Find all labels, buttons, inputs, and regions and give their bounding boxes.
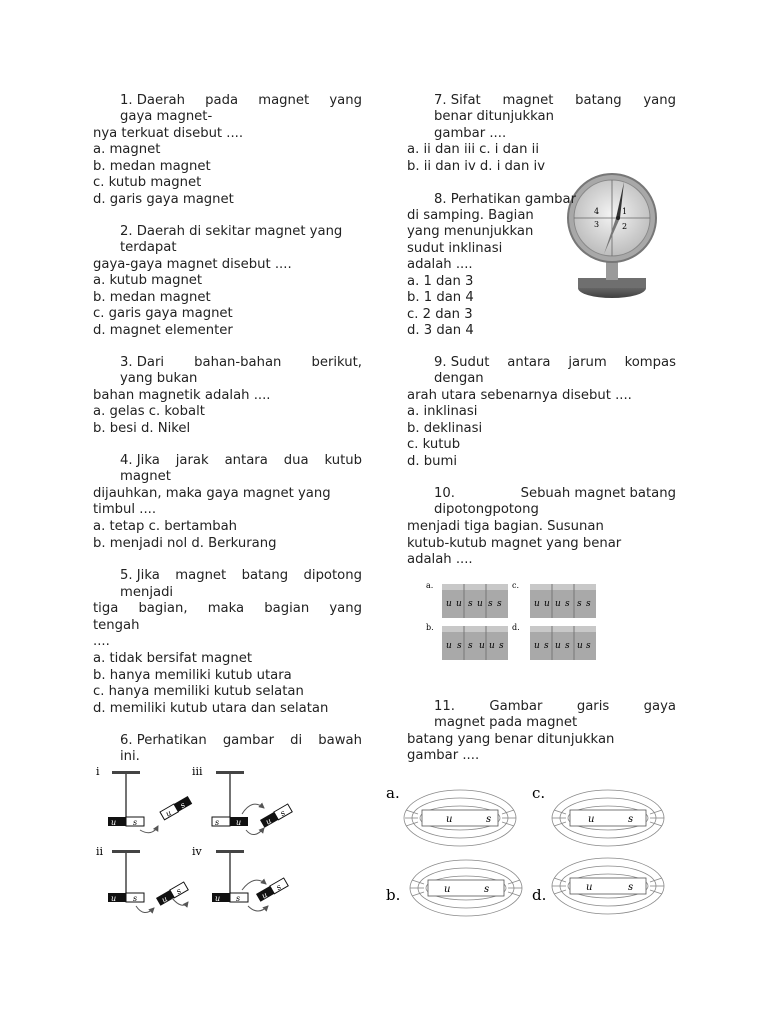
fig11-d-pole-u: u: [586, 882, 593, 893]
q8-label-1: 1: [622, 207, 628, 216]
fig6-iii-moving-magnet: [260, 804, 293, 829]
fig11-option-c-diagram: [552, 790, 664, 846]
q1-option-d: d. garis gaya magnet: [93, 192, 234, 207]
svg-text:u: u: [159, 894, 169, 905]
q9-line2: dengan: [434, 371, 484, 386]
q4-option-ac: a. tetap c. bertambah: [93, 519, 238, 534]
svg-text:s: s: [565, 599, 570, 609]
fig11-d-pole-s: s: [628, 882, 634, 893]
svg-text:u: u: [263, 816, 273, 827]
q1-option-b: b. medan magnet: [93, 159, 211, 174]
fig11-option-d-diagram: [552, 858, 664, 914]
q8-option-b: b. 1 dan 4: [407, 290, 474, 305]
q8-option-c: c. 2 dan 3: [407, 307, 473, 322]
fig6-i-arrow: [140, 826, 158, 833]
svg-text:u: u: [446, 641, 452, 651]
svg-text:u: u: [555, 641, 561, 651]
fig6-ii-moving-magnet: [156, 882, 189, 907]
svg-text:s: s: [274, 882, 283, 893]
fig6-label-ii: ii: [96, 845, 104, 858]
fig11-option-a-diagram: [404, 790, 516, 846]
fig10-option-b-bar: [442, 626, 508, 660]
svg-text:u: u: [555, 599, 561, 609]
fig10-label-a: a.: [426, 581, 434, 590]
q8-option-d: d. 3 dan 4: [407, 323, 474, 338]
q3-line2: yang bukan: [120, 371, 198, 386]
q5-option-a: a. tidak bersifat magnet: [93, 651, 253, 666]
q5-line2: menjadi: [120, 585, 174, 600]
svg-text:s: s: [133, 894, 138, 903]
q5-line4: tengah: [93, 618, 140, 633]
q1-option-a: a. magnet: [93, 142, 161, 157]
q5-option-d: d. memiliki kutub utara dan selatan: [93, 701, 329, 716]
fig10-option-d-bar: [530, 626, 596, 660]
fig11-a-pole-s: s: [486, 814, 492, 825]
q8-line2: di samping. Bagian: [407, 208, 534, 223]
q7-option-ac: a. ii dan iii c. i dan ii: [407, 142, 539, 157]
q3-option-bd: b. besi d. Nikel: [93, 421, 191, 436]
svg-text:s: s: [497, 599, 502, 609]
svg-text:s: s: [174, 886, 183, 897]
q8-option-a: a. 1 dan 3: [407, 274, 474, 289]
fig6-iii-hanging-magnet: [212, 817, 248, 827]
fig11-c-pole-u: u: [588, 814, 595, 825]
fig11-label-a: a.: [386, 784, 400, 802]
q8-line4: sudut inklinasi: [407, 241, 503, 256]
q9-option-d: d. bumi: [407, 454, 457, 469]
fig6-iii-arrow-bottom: [246, 828, 264, 835]
svg-text:u: u: [111, 894, 117, 903]
fig6-iv-arrow-bottom: [248, 906, 268, 911]
q3-line1: 3. Dari bahan-bahan berikut,: [120, 355, 362, 370]
svg-text:s: s: [565, 641, 570, 651]
fig11-label-c: c.: [532, 784, 546, 802]
q5-option-c: c. hanya memiliki kutub selatan: [93, 684, 304, 699]
q8-line1: 8. Perhatikan gambar: [434, 192, 577, 207]
fig11-c-pole-s: s: [628, 814, 634, 825]
q4-line1: 4. Jika jarak antara dua kutub: [120, 453, 362, 468]
fig6-i-moving-magnet: [160, 796, 193, 821]
q2-option-d: d. magnet elementer: [93, 323, 233, 338]
q7-line1: 7. Sifat magnet batang yang: [434, 93, 676, 108]
q7-line3: gambar ....: [434, 126, 507, 141]
q10-line2: dipotongpotong: [434, 502, 539, 517]
fig6-iii-support: [216, 771, 244, 774]
svg-text:s: s: [278, 808, 287, 819]
q1-line2: gaya magnet-: [120, 109, 213, 124]
fig6-iv-moving-magnet: [256, 878, 289, 903]
fig6-label-iv: iv: [192, 845, 202, 858]
svg-text:s: s: [215, 818, 220, 827]
fig10-label-b: b.: [426, 623, 434, 632]
q10-line3: menjadi tiga bagian. Susunan: [407, 519, 604, 534]
fig10-option-c-bar: [530, 584, 596, 618]
q2-line3: gaya-gaya magnet disebut ....: [93, 257, 292, 272]
q6-magnet-figure: [92, 762, 312, 922]
svg-text:s: s: [178, 800, 187, 811]
fig10-label-d: d.: [512, 623, 520, 632]
fig6-iv-hanging-magnet: [212, 893, 248, 903]
q11-field-lines-figure: [380, 780, 680, 920]
q7-line2: benar ditunjukkan: [434, 109, 554, 124]
q4-line2: magnet: [120, 469, 171, 484]
fig6-ii-support: [112, 850, 140, 853]
fig11-label-d: d.: [532, 886, 547, 904]
q11-line2: magnet pada magnet: [434, 715, 578, 730]
fig11-b-pole-u: u: [444, 884, 451, 895]
q8-line3: yang menunjukkan: [407, 224, 534, 239]
q11-line3: batang yang benar ditunjukkan: [407, 732, 615, 747]
q2-option-a: a. kutub magnet: [93, 273, 203, 288]
fig11-label-b: b.: [386, 886, 401, 904]
q10-line5: adalah ....: [407, 552, 473, 567]
q6-line2: ini.: [120, 749, 140, 764]
q9-option-a: a. inklinasi: [407, 404, 478, 419]
q4-option-bd: b. menjadi nol d. Berkurang: [93, 536, 277, 551]
fig11-option-b-diagram: [410, 860, 522, 916]
fig6-i-hanging-magnet: [108, 817, 144, 827]
svg-text:s: s: [468, 599, 473, 609]
q8-line5: adalah ....: [407, 257, 473, 272]
svg-text:u: u: [259, 890, 269, 901]
svg-text:s: s: [468, 641, 473, 651]
q8-label-2: 2: [622, 222, 628, 231]
svg-text:u: u: [215, 894, 221, 903]
fig6-iv-support: [216, 850, 244, 853]
q2-option-c: c. garis gaya magnet: [93, 306, 233, 321]
q8-label-4: 4: [594, 207, 600, 216]
svg-text:s: s: [488, 599, 493, 609]
q3-option-ac: a. gelas c. kobalt: [93, 404, 205, 419]
svg-text:s: s: [544, 641, 549, 651]
svg-text:s: s: [236, 894, 241, 903]
fig10-label-c: c.: [512, 581, 520, 590]
svg-text:s: s: [586, 599, 591, 609]
fig10-option-a-bar: [442, 584, 508, 618]
svg-text:s: s: [577, 599, 582, 609]
q6-line1: 6. Perhatikan gambar di bawah: [120, 733, 362, 748]
q10-bar-pieces-figure: [424, 576, 604, 664]
q1-line3: nya terkuat disebut ....: [93, 126, 244, 141]
q4-line3: dijauhkan, maka gaya magnet yang: [93, 486, 331, 501]
svg-text:u: u: [163, 808, 173, 819]
fig6-label-iii: iii: [192, 765, 203, 778]
q5-option-b: b. hanya memiliki kutub utara: [93, 668, 292, 683]
q3-line3: bahan magnetik adalah ....: [93, 388, 271, 403]
q9-option-b: b. deklinasi: [407, 421, 483, 436]
q1-line1: 1. Daerah pada magnet yang: [120, 93, 362, 108]
fig6-ii-hanging-magnet: [108, 893, 144, 903]
svg-text:u: u: [544, 599, 550, 609]
q9-option-c: c. kutub: [407, 437, 461, 452]
q5-line5: ....: [93, 634, 110, 649]
q8-needle-pivot: [616, 216, 620, 220]
q4-line4: timbul ....: [93, 502, 157, 517]
q11-line1: 11. Gambar garis gaya: [434, 699, 676, 714]
q1-option-c: c. kutub magnet: [93, 175, 202, 190]
svg-text:u: u: [236, 818, 242, 827]
q9-line3: arah utara sebenarnya disebut ....: [407, 388, 632, 403]
fig6-ii-arrow-left: [136, 906, 154, 913]
q8-label-3: 3: [594, 220, 600, 229]
fig6-ii-arrow-right: [172, 898, 188, 905]
svg-text:u: u: [477, 599, 483, 609]
q9-line1: 9. Sudut antara jarum kompas: [434, 355, 676, 370]
svg-text:u: u: [479, 641, 485, 651]
q11-line4: gambar ....: [407, 748, 480, 763]
svg-text:s: s: [133, 818, 138, 827]
svg-text:u: u: [456, 599, 462, 609]
svg-text:u: u: [446, 599, 452, 609]
fig11-a-pole-u: u: [446, 814, 453, 825]
q7-option-bd: b. ii dan iv d. i dan iv: [407, 159, 546, 174]
svg-text:u: u: [489, 641, 495, 651]
svg-text:s: s: [499, 641, 504, 651]
q2-option-b: b. medan magnet: [93, 290, 211, 305]
fig11-b-pole-s: s: [484, 884, 490, 895]
fig6-label-i: i: [96, 765, 100, 778]
fig6-iii-arrow-top: [242, 804, 264, 814]
svg-text:u: u: [111, 818, 117, 827]
svg-text:u: u: [577, 641, 583, 651]
q5-line3: tiga bagian, maka bagian yang: [93, 601, 362, 616]
svg-text:u: u: [534, 599, 540, 609]
fig6-i-support: [112, 771, 140, 774]
q10-line4: kutub-kutub magnet yang benar: [407, 536, 622, 551]
svg-text:u: u: [534, 641, 540, 651]
svg-text:s: s: [586, 641, 591, 651]
fig6-iv-arrow-top: [242, 880, 266, 890]
q10-line1: 10. Sebuah magnet batang: [434, 486, 676, 501]
q5-line1: 5. Jika magnet batang dipotong: [120, 568, 362, 583]
svg-text:s: s: [457, 641, 462, 651]
q2-line2: terdapat: [120, 240, 177, 255]
q2-line1: 2. Daerah di sekitar magnet yang: [120, 224, 343, 239]
